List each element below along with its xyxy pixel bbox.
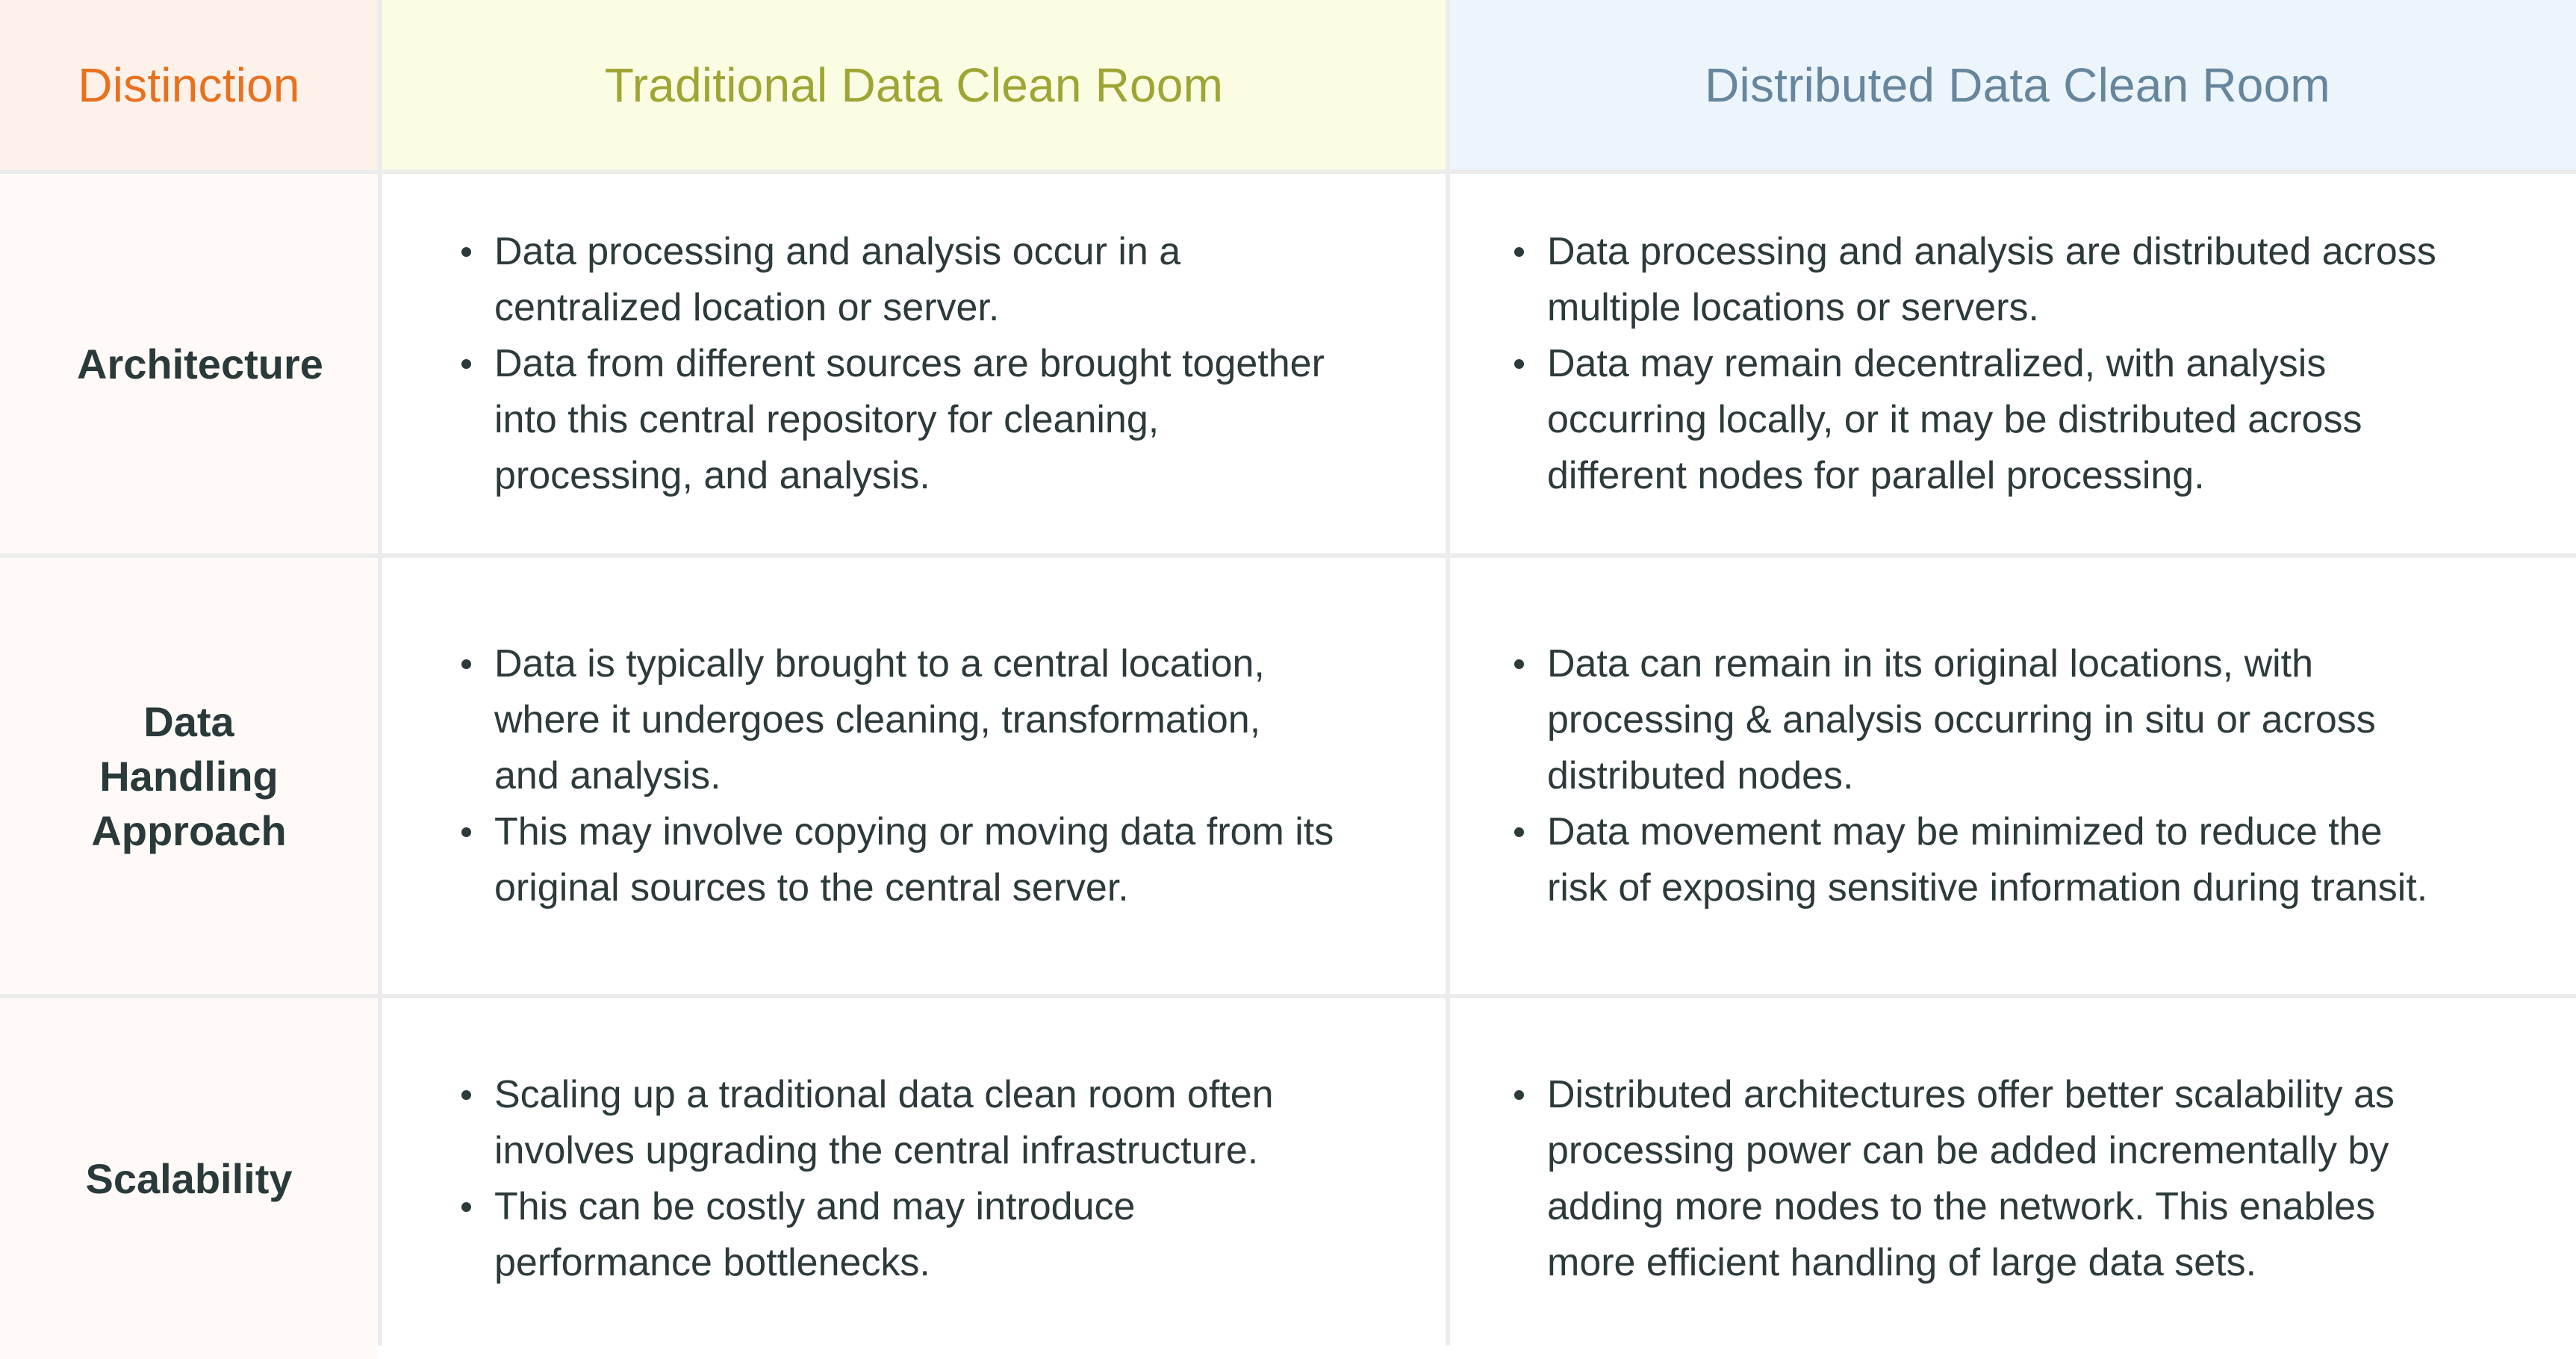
list-item: Data is typically brought to a central location, where it undergoes cleaning, transformation, and analysis. [494,636,1334,804]
header-traditional [382,0,1446,170]
header-distinction-label: Distinction [78,57,300,112]
cell-architecture-traditional [382,174,1446,553]
cell-data-handling-distributed [1450,558,2576,994]
list-item: This may involve copying or moving data from its original sources to the central server. [494,804,1334,916]
row-label-line: Approach [91,806,287,854]
list-item: Data movement may be minimized to reduce the risk of exposing sensitive information during transit. [1547,804,2427,916]
list-item: Data can remain in its original locations, with processing & analysis occurring in situ or across distributed nodes. [1547,636,2427,804]
bullet-list [494,1067,1274,1291]
cell-data-handling-traditional [382,558,1446,994]
header-distributed [1450,0,2576,170]
list-item: This can be costly and may introduce performance bottlenecks. [494,1179,1274,1291]
bullet-list [1547,636,2427,916]
bullet-list [494,224,1325,504]
header-traditional-label: Traditional Data Clean Room [604,57,1224,112]
list-item: Data processing and analysis are distributed across multiple locations or servers. [1547,224,2436,336]
cell-architecture-distributed [1450,174,2576,553]
cell-scalability-distributed [1450,998,2576,1359]
row-label-line: Architecture [77,340,323,388]
row-label-scalability [0,998,378,1359]
row-label-architecture [0,174,378,553]
cell-scalability-traditional [382,998,1446,1359]
list-item: Data from different sources are brought together into this central repository for cleaning, processing, and analysis. [494,336,1325,504]
bullet-list [1547,1067,2395,1291]
bullet-list [1547,224,2436,504]
bullet-list [494,636,1334,916]
list-item: Distributed architectures offer better scalability as processing power can be added incrementally by adding more nodes to the network. This enables more efficient handling of large data sets. [1547,1067,2395,1291]
list-item: Data may remain decentralized, with analysis occurring locally, or it may be distributed across different nodes for parallel processing. [1547,336,2436,504]
list-item: Data processing and analysis occur in a centralized location or server. [494,224,1325,336]
list-item: Scaling up a traditional data clean room often involves upgrading the central infrastructure. [494,1067,1274,1179]
row-label-line: Handling [99,752,279,800]
row-label-line: Data [143,697,234,745]
header-distributed-label: Distributed Data Clean Room [1705,57,2330,112]
row-label-data-handling-approach [0,558,378,994]
header-distinction [0,0,378,170]
row-label-line: Scalability [85,1155,293,1202]
